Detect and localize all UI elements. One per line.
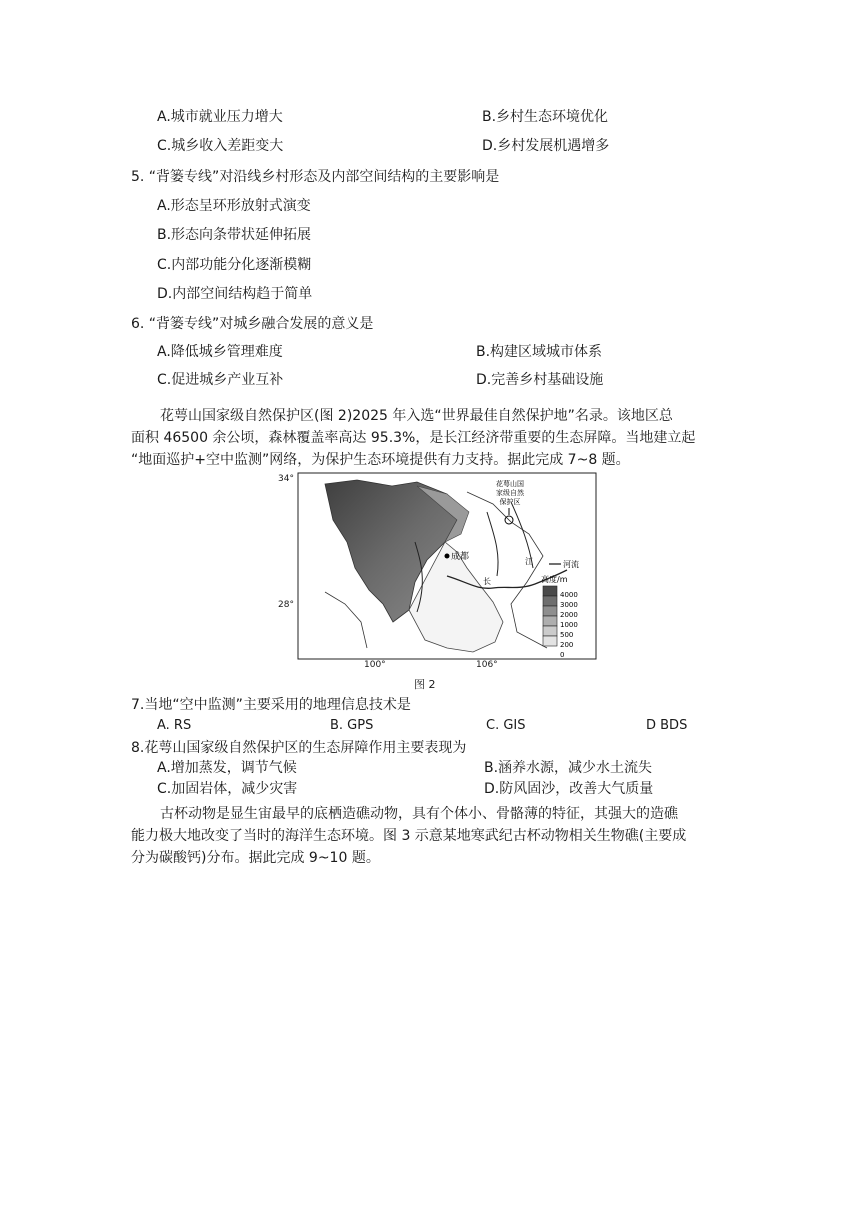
figure-caption: 图 2 (414, 678, 436, 691)
passage3-line2: 能力极大地改变了当时的海洋生态环境。图 3 示意某地寒武纪古杯动物相关生物礁(主要成 (131, 828, 687, 844)
q5-option-c: C.内部功能分化逐渐模糊 (157, 257, 312, 273)
q7-option-a: A. RS (157, 718, 192, 733)
q5-option-b: B.形态向条带状延伸拓展 (157, 227, 312, 243)
q7-option-d: D BDS (646, 718, 688, 733)
legend-swatch (543, 606, 557, 616)
elevation-legend (543, 586, 557, 646)
legend-swatch (543, 616, 557, 626)
q8-option-c: C.加固岩体，减少灾害 (157, 781, 298, 797)
passage2-line3: “地面巡护+空中监测”网络，为保护生态环境提供有力支持。据此完成 7~8 题。 (131, 452, 630, 468)
q4-option-c: C.城乡收入差距变大 (157, 138, 284, 154)
legend-swatch (543, 626, 557, 636)
legend-value: 3000 (560, 601, 578, 609)
lon-label-106: 106° (476, 660, 498, 670)
q8-option-b: B.涵养水源，减少水土流失 (484, 760, 653, 776)
reserve-label-2: 家级自然 (496, 489, 524, 497)
passage2-line2: 面积 46500 余公顷，森林覆盖率高达 95.3%，是长江经济带重要的生态屏障。当地建立起 (131, 430, 696, 446)
lon-label-100: 100° (364, 660, 386, 670)
city-label-chengdu: 成都 (451, 552, 470, 562)
passage3-line3: 分为碳酸钙)分布。据此完成 9~10 题。 (131, 850, 380, 866)
q5-option-d: D.内部空间结构趋于简单 (157, 286, 313, 302)
q8-option-a: A.增加蒸发，调节气候 (157, 760, 297, 776)
legend-swatch (543, 596, 557, 606)
q7-option-b: B. GPS (330, 718, 374, 733)
lat-label-28: 28° (278, 600, 294, 610)
q4-option-d: D.乡村发展机遇增多 (482, 138, 610, 154)
q7-option-c: C. GIS (486, 718, 526, 733)
q5-stem: 5. “背篓专线”对沿线乡村形态及内部空间结构的主要影响是 (131, 169, 500, 185)
legend-value: 500 (560, 631, 574, 639)
lat-label-34: 34° (278, 474, 294, 484)
q6-option-c: C.促进城乡产业互补 (157, 372, 284, 388)
passage2-line1: 花萼山国家级自然保护区(图 2)2025 年入选“世界最佳自然保护地”名录。该地区总 (160, 408, 673, 424)
q6-option-d: D.完善乡村基础设施 (476, 372, 604, 388)
river-char-chang: 长 (483, 577, 491, 586)
legend-swatch (543, 636, 557, 646)
q5-option-a: A.形态呈环形放射式演变 (157, 198, 311, 214)
legend-value: 2000 (560, 611, 578, 619)
q4-option-a: A.城市就业压力增大 (157, 109, 283, 125)
q6-stem: 6. “背篓专线”对城乡融合发展的意义是 (131, 316, 374, 332)
reserve-label-1: 花萼山国 (496, 480, 524, 488)
legend-value: 200 (560, 641, 574, 649)
passage3-line1: 古杯动物是显生宙最早的底栖造礁动物，具有个体小、骨骼薄的特征，其强大的造礁 (160, 806, 678, 822)
q6-option-a: A.降低城乡管理难度 (157, 344, 283, 360)
map-svg (297, 472, 597, 660)
q8-stem: 8.花萼山国家级自然保护区的生态屏障作用主要表现为 (131, 740, 467, 756)
reserve-label-3: 保护区 (499, 498, 521, 506)
q6-option-b: B.构建区域城市体系 (476, 344, 603, 360)
legend-river-label: 河流 (563, 560, 579, 569)
q8-option-d: D.防风固沙，改善大气质量 (484, 781, 654, 797)
legend-value: 0 (560, 651, 565, 659)
river-char-jiang: 江 (525, 557, 533, 566)
q4-option-b: B.乡村生态环境优化 (482, 109, 609, 125)
legend-value: 1000 (560, 621, 578, 629)
legend-swatch (543, 586, 557, 596)
q7-stem: 7.当地“空中监测”主要采用的地理信息技术是 (131, 697, 411, 713)
legend-title: 高度/m (541, 575, 568, 584)
figure-2-map (297, 472, 597, 660)
chengdu-marker (445, 554, 450, 559)
legend-value: 4000 (560, 591, 578, 599)
